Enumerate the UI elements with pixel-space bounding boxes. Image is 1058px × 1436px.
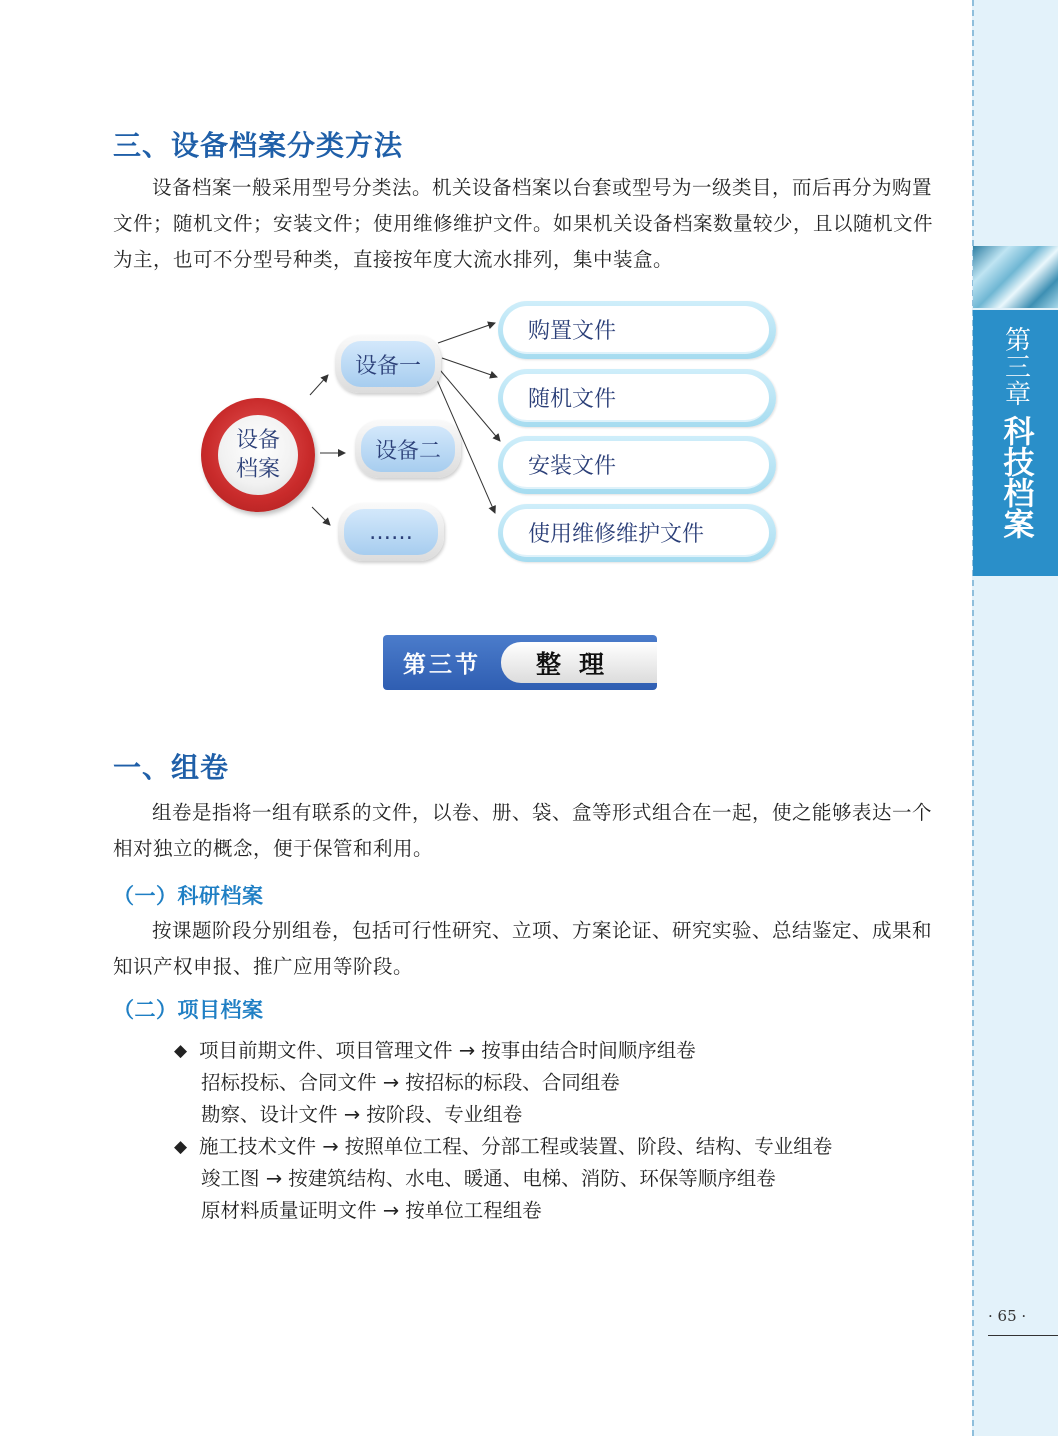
page-number: · 65 ·: [988, 1307, 1027, 1325]
root-label-line2: 档案: [235, 457, 280, 482]
project-line: 项目前期文件、项目管理文件 → 按事由结合时间顺序组卷: [199, 1039, 696, 1062]
project-line: 施工技术文件 → 按照单位工程、分部工程或装置、阶段、结构、专业组卷: [199, 1135, 833, 1158]
arrow-to-leaf-2: [442, 358, 497, 377]
device-node-2-label: 设备二: [361, 426, 455, 472]
arrow-to-leaf-1: [438, 323, 495, 343]
page-number-rule: [988, 1335, 1058, 1336]
device-node-more-label: ……: [344, 509, 438, 555]
project-line: 竣工图 → 按建筑结构、水电、暖通、电梯、消防、环保等顺序组卷: [201, 1167, 776, 1190]
leaf-node-2: [498, 369, 776, 427]
subheading-research: （一）科研档案: [113, 884, 264, 908]
arrow-root-to-more: [312, 507, 330, 525]
banner-section-number: 第三节: [403, 652, 481, 678]
arrow-root-to-device1: [310, 375, 328, 395]
chapter-tab: [973, 310, 1058, 576]
leaf-node-1-label: 购置文件: [503, 306, 769, 354]
banner-section-title: 整理: [501, 642, 657, 683]
part-paragraph: 组卷是指将一组有联系的文件，以卷、册、袋、盒等形式组合在一起，使之能够表达一个相对独立的概念，便于保管和利用。: [113, 801, 933, 860]
leaf-node-3: [498, 436, 776, 494]
root-node: [201, 398, 315, 512]
classification-diagram: [195, 295, 795, 575]
chapter-number: 第三章: [1000, 326, 1031, 407]
project-line: 原材料质量证明文件 → 按单位工程组卷: [201, 1199, 542, 1222]
leaf-node-3-label: 安装文件: [503, 441, 769, 489]
part-heading: 一、组卷: [113, 751, 230, 784]
section-heading: 三、设备档案分类方法: [113, 129, 404, 162]
device-node-1: [335, 335, 441, 393]
section-banner: [383, 635, 657, 690]
leaf-node-1: [498, 301, 776, 359]
device-node-1-label: 设备一: [341, 341, 435, 387]
section-paragraph: 设备档案一般采用型号分类法。机关设备档案以台套或型号为一级类目，而后再分为购置文件；随机文件；安装文件；使用维修维护文件。如果机关设备档案数量较少，且以随机文件为主，也可不分型号种类，直接按年度大流水排列，集中装盒。: [113, 176, 934, 271]
leaf-node-4: [498, 504, 776, 562]
leaf-node-2-label: 随机文件: [503, 374, 769, 422]
chapter-sidebar: [972, 0, 1058, 1436]
subheading-project: （二）项目档案: [113, 998, 264, 1022]
device-node-2: [355, 420, 461, 478]
sidebar-divider: [972, 0, 974, 1436]
bullet-diamond-icon: ◆: [174, 1137, 188, 1157]
bullet-diamond-icon: ◆: [174, 1041, 188, 1061]
device-node-more: [338, 503, 444, 561]
root-node-label: [218, 415, 298, 495]
root-label-line1: 设备: [235, 428, 280, 453]
chapter-title: 科技档案: [997, 415, 1034, 539]
project-line: 招标投标、合同文件 → 按招标的标段、合同组卷: [201, 1071, 620, 1094]
research-paragraph: 按课题阶段分别组卷，包括可行性研究、立项、方案论证、研究实验、总结鉴定、成果和知识产权申报、推广应用等阶段。: [113, 919, 933, 978]
project-line: 勘察、设计文件 → 按阶段、专业组卷: [201, 1103, 523, 1126]
sidebar-decorative-image: [973, 246, 1058, 308]
leaf-node-4-label: 使用维修维护文件: [503, 509, 769, 557]
